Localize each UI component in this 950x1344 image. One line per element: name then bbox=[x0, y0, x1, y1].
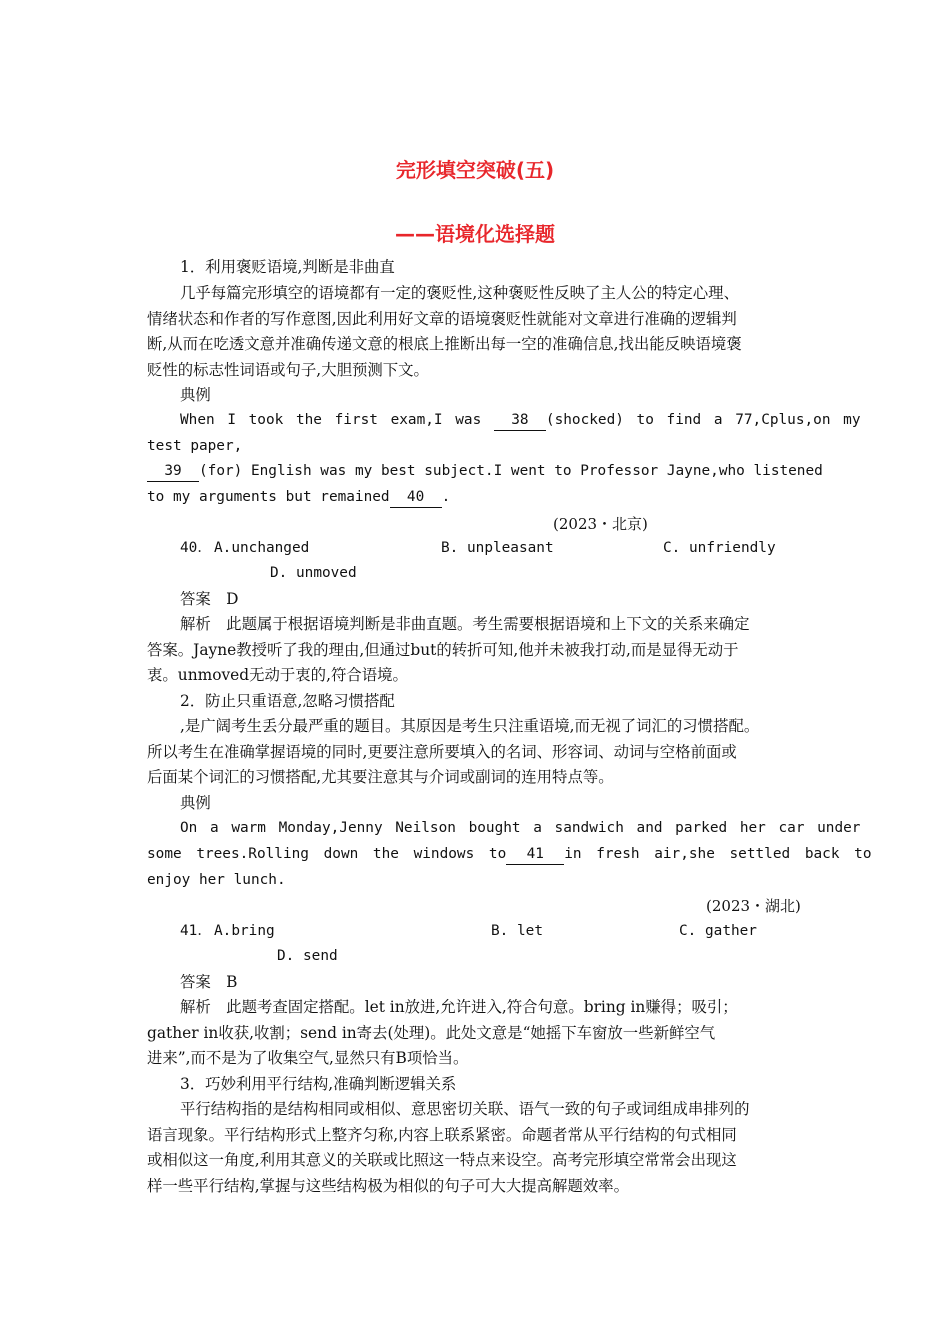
option-b: B. unpleasant bbox=[441, 540, 554, 556]
option-a: A.unchanged bbox=[214, 540, 310, 556]
example-text-line: enjoy her lunch. bbox=[147, 872, 286, 888]
section-heading: 2．防止只重语意,忽略习惯搭配 bbox=[180, 692, 395, 710]
option-b: B. let bbox=[491, 923, 543, 939]
paragraph-line: ,是广阔考生丢分最严重的题目。其原因是考生只注重语境,而无视了词汇的习惯搭配。 bbox=[180, 717, 760, 735]
paragraph-line: 或相似这一角度,利用其意义的关联或比照这一特点来设空。高考完形填空常常会出现这 bbox=[147, 1151, 737, 1169]
section-heading: 3．巧妙利用平行结构,准确判断逻辑关系 bbox=[180, 1075, 457, 1093]
example-text-line bbox=[147, 844, 871, 865]
analysis-line: 解析 此题属于根据语境判断是非曲直题。考生需要根据语境和上下文的关系来确定 bbox=[180, 615, 750, 633]
paragraph-line: 平行结构指的是结构相同或相似、意思密切关联、语气一致的句子或词组成串排列的 bbox=[180, 1100, 750, 1118]
blank-41: 41 bbox=[506, 844, 564, 865]
example-text: to my arguments but remained bbox=[147, 489, 390, 505]
example-text-line bbox=[147, 487, 450, 508]
paragraph-line: 样一些平行结构,掌握与这些结构极为相似的句子可大大提高解题效率。 bbox=[147, 1177, 630, 1195]
example-text: (for) English was my best subject.I went to Professor Jayne,who listened bbox=[199, 463, 823, 479]
example-text-line bbox=[147, 461, 823, 482]
analysis-line: 进来”,而不是为了收集空气,显然只有B项恰当。 bbox=[147, 1049, 469, 1067]
source-citation: (2023・北京) bbox=[553, 515, 648, 533]
paragraph-line: 断,从而在吃透文意并准确传递文意的根底上推断出每一空的准确信息,找出能反映语境褒 bbox=[147, 335, 742, 353]
option-c: C. unfriendly bbox=[663, 540, 776, 556]
source-citation: (2023・湖北) bbox=[706, 897, 801, 915]
answer: 答案 B bbox=[180, 973, 238, 991]
example-text: (shocked) to find a 77,Cplus,on my bbox=[545, 412, 861, 428]
question-number: 41． bbox=[180, 923, 212, 939]
example-text: . bbox=[441, 489, 451, 505]
example-text: in fresh air,she settled back to bbox=[564, 846, 872, 862]
question-number: 40． bbox=[180, 540, 212, 556]
example-text-line bbox=[180, 410, 861, 431]
option-d: D. unmoved bbox=[270, 565, 357, 581]
blank-39: 39 bbox=[147, 461, 199, 482]
section-heading: 1．利用褒贬语境,判断是非曲直 bbox=[180, 258, 395, 276]
paragraph-line: 情绪状态和作者的写作意图,因此利用好文章的语境褒贬性就能对文章进行准确的逻辑判 bbox=[147, 310, 737, 328]
analysis-line: 答案。Jayne教授听了我的理由,但通过but的转折可知,他并未被我打动,而是显得无动于 bbox=[147, 641, 739, 659]
answer: 答案 D bbox=[180, 590, 239, 608]
option-d: D. send bbox=[277, 948, 338, 964]
paragraph-line: 所以考生在准确掌握语境的同时,更要注意所要填入的名词、形容词、动词与空格前面或 bbox=[147, 743, 737, 761]
option-a: A.bring bbox=[214, 923, 275, 939]
analysis-line: 解析 此题考查固定搭配。let in放进,允许进入,符合句意。bring in赚得；吸引； bbox=[180, 998, 738, 1016]
paragraph-line: 几乎每篇完形填空的语境都有一定的褒贬性,这种褒贬性反映了主人公的特定心理、 bbox=[180, 284, 739, 302]
example-label: 典例 bbox=[180, 386, 211, 404]
paragraph-line: 贬性的标志性词语或句子,大胆预测下文。 bbox=[147, 361, 429, 379]
example-text-line: On a warm Monday,Jenny Neilson bought a sandwich and parked her car under bbox=[180, 820, 861, 836]
blank-40: 40 bbox=[390, 487, 442, 508]
paragraph-line: 后面某个词汇的习惯搭配,尤其要注意其与介词或副词的连用特点等。 bbox=[147, 768, 614, 786]
analysis-line: gather in收获,收割；send in寄去(处理)。此处文意是“她摇下车窗放一些新鲜空气 bbox=[147, 1024, 716, 1042]
page-title: 完形填空突破(五) bbox=[395, 158, 555, 182]
example-text: some trees.Rolling down the windows to bbox=[147, 846, 507, 862]
option-c: C. gather bbox=[679, 923, 757, 939]
analysis-line: 衷。unmoved无动于衷的,符合语境。 bbox=[147, 666, 408, 684]
example-label: 典例 bbox=[180, 794, 211, 812]
page-subtitle: ——语境化选择题 bbox=[395, 222, 555, 246]
example-text: When I took the first exam,I was bbox=[180, 412, 494, 428]
paragraph-line: 语言现象。平行结构形式上整齐匀称,内容上联系紧密。命题者常从平行结构的句式相同 bbox=[147, 1126, 737, 1144]
blank-38: 38 bbox=[494, 410, 546, 431]
example-text-line: test paper, bbox=[147, 438, 243, 454]
